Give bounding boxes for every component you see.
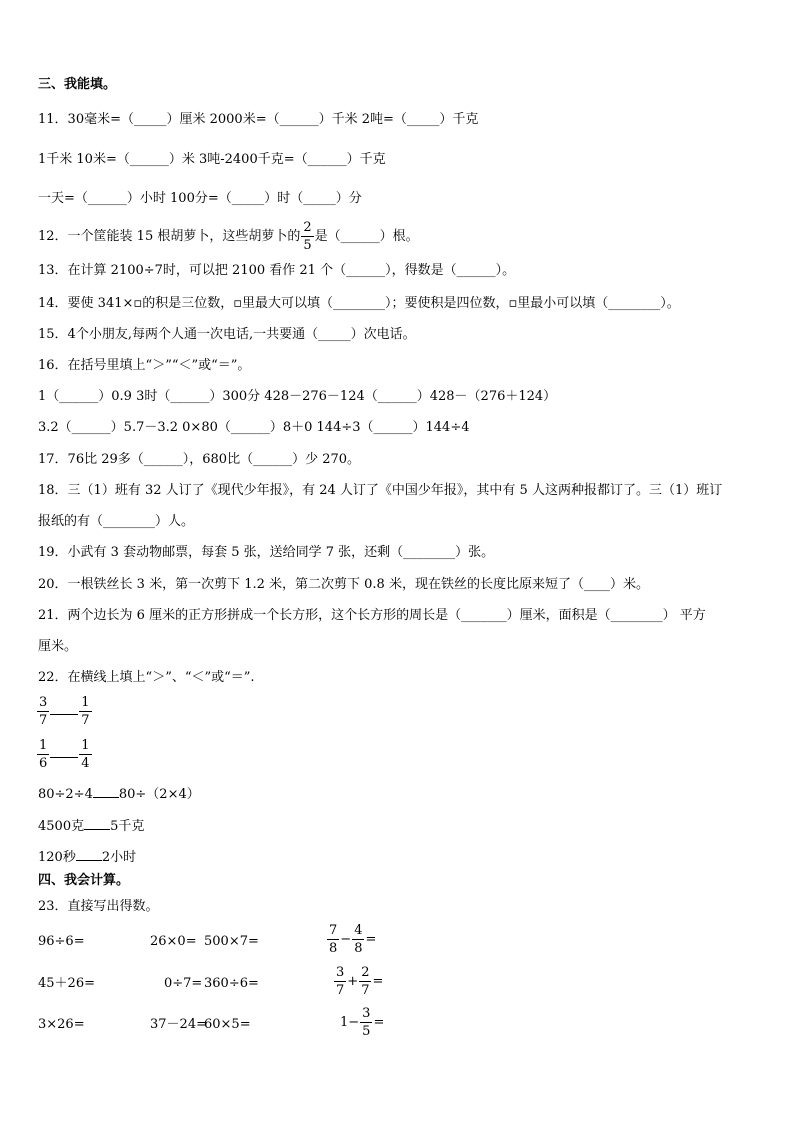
q18-line-1: 18．三（1）班有 32 人订了《现代少年报》，有 24 人订了《中国少年报》，其中有 5 人这两种报都订了。三（1）班订	[38, 483, 723, 498]
answer-blank[interactable]	[50, 745, 78, 758]
fraction-denominator: 7	[81, 713, 90, 728]
fraction	[334, 964, 346, 999]
q12-fraction	[301, 219, 313, 254]
fraction-numerator: 3	[362, 1006, 371, 1021]
fraction-denominator: 7	[336, 983, 345, 998]
equals: =	[372, 974, 384, 989]
q23-row-2-a: 45＋26=	[38, 976, 95, 991]
q11-line-3: 一天=（______）小时 100分=（_____）时（_____）分	[38, 191, 362, 206]
q23-row-2-b: 0÷7=	[164, 976, 203, 991]
fraction-numerator: 1	[81, 695, 90, 710]
q23-row-1-c: 500×7=	[204, 934, 259, 949]
fraction	[327, 922, 339, 957]
q11-line-1: 11．30毫米=（_____）厘米 2000米=（______）千米 2吨=（_____）千克	[38, 112, 479, 127]
q21-line-1: 21．两个边长为 6 厘米的正方形拼成一个长方形，这个长方形的周长是（_______）厘米，面积是（________） 平方	[38, 608, 706, 623]
fraction-denominator: 4	[81, 756, 90, 771]
fraction-denominator: 5	[303, 238, 312, 253]
q22-compare-3	[38, 785, 200, 803]
section-4-title: 四、我会计算。	[38, 873, 130, 888]
q19: 19．小武有 3 套动物邮票，每套 5 张，送给同学 7 张，还剩（________）张。	[38, 545, 495, 560]
answer-blank[interactable]	[50, 702, 78, 715]
fraction-denominator: 5	[362, 1024, 371, 1039]
right-expression: 80÷（2×4）	[118, 787, 200, 802]
operand: 1−	[340, 1015, 360, 1030]
answer-blank[interactable]	[93, 785, 119, 798]
fraction-denominator: 6	[39, 756, 48, 771]
fraction-denominator: 7	[39, 713, 48, 728]
fraction-denominator: 7	[361, 983, 370, 998]
q23-row-2-c: 360÷6=	[204, 976, 259, 991]
q20: 20．一根铁丝长 3 米，第一次剪下 1.2 米，第二次剪下 0.8 米，现在铁丝的长度比原来短了（____）米。	[38, 577, 649, 592]
q23-row-1-a: 96÷6=	[38, 934, 85, 949]
right-expression: 2小时	[101, 850, 137, 865]
fraction-numerator: 2	[303, 220, 312, 235]
fraction-numerator: 4	[354, 923, 363, 938]
left-expression: 80÷2÷4	[38, 787, 93, 802]
q16-title: 16．在括号里填上“＞”“＜”或“＝”。	[38, 358, 251, 373]
q13: 13．在计算 2100÷7时，可以把 2100 看作 21 个（______），得数是（______）。	[38, 263, 516, 278]
q22-compare-5	[38, 848, 136, 866]
q16-line-2: 3.2（______）5.7－3.2 0×80（______）8＋0 144÷3（______）144÷4	[38, 420, 470, 435]
operator: −	[340, 932, 352, 947]
q12-prefix: 12．一个筐能装 15 根胡萝卜，这些胡萝卜的	[38, 229, 301, 244]
equals: =	[365, 932, 377, 947]
q22-compare-2	[36, 737, 93, 772]
left-expression: 120秒	[38, 850, 76, 865]
q12-suffix: 是（______）根。	[314, 229, 419, 244]
left-expression: 4500克	[38, 819, 85, 834]
q22-title: 22．在横线上填上“＞”、“＜”或“＝”.	[38, 670, 255, 685]
right-expression: 5千克	[110, 819, 145, 834]
q17: 17．76比 29多（______），680比（______）少 270。	[38, 452, 361, 467]
q23-title: 23．直接写出得数。	[38, 899, 159, 914]
q16-line-1: 1（______）0.9 3时（______）300分 428－276－124（______）428－（276＋124）	[38, 389, 557, 404]
answer-blank[interactable]	[84, 817, 110, 830]
q23-row-1-b: 26×0=	[150, 934, 197, 949]
fraction-numerator: 3	[336, 965, 345, 980]
q21-line-2: 厘米。	[38, 639, 78, 654]
left-fraction	[37, 737, 49, 772]
fraction-numerator: 2	[361, 965, 370, 980]
q11-line-2: 1千米 10米=（______）米 3吨-2400千克=（______）千克	[38, 152, 386, 167]
q12	[38, 218, 419, 256]
fraction	[360, 1005, 372, 1040]
answer-blank[interactable]	[76, 848, 102, 861]
section-3-title: 三、我能填。	[38, 77, 117, 92]
fraction-numerator: 1	[39, 738, 48, 753]
right-fraction	[79, 737, 91, 772]
left-fraction	[37, 694, 49, 729]
fraction	[352, 922, 364, 957]
right-fraction	[79, 694, 91, 729]
q18-line-2: 报纸的有（________）人。	[38, 514, 195, 529]
q23-row-1-fraction-expr	[326, 922, 376, 957]
q23-row-2-fraction-expr	[333, 964, 383, 999]
fraction-denominator: 8	[354, 941, 363, 956]
q23-row-3-fraction-expr	[340, 1005, 384, 1040]
q23-row-3-a: 3×26=	[38, 1017, 85, 1032]
q22-compare-1	[36, 694, 93, 729]
q23-row-3-b: 37－24=	[150, 1017, 207, 1032]
q23-row-3-c: 60×5=	[204, 1017, 251, 1032]
q15: 15．4个小朋友,每两个人通一次电话,一共要通（_____）次电话。	[38, 327, 416, 342]
operator: +	[347, 974, 359, 989]
fraction-numerator: 3	[39, 695, 48, 710]
equals: =	[373, 1015, 385, 1030]
fraction-numerator: 1	[81, 738, 90, 753]
q22-compare-4	[38, 817, 144, 835]
fraction-numerator: 7	[329, 923, 338, 938]
fraction-denominator: 8	[329, 941, 338, 956]
fraction	[359, 964, 371, 999]
q14: 14．要使 341×▫的积是三位数，▫里最大可以填（________）；要使积是四位数，▫里最小可以填（________）。	[38, 296, 680, 311]
